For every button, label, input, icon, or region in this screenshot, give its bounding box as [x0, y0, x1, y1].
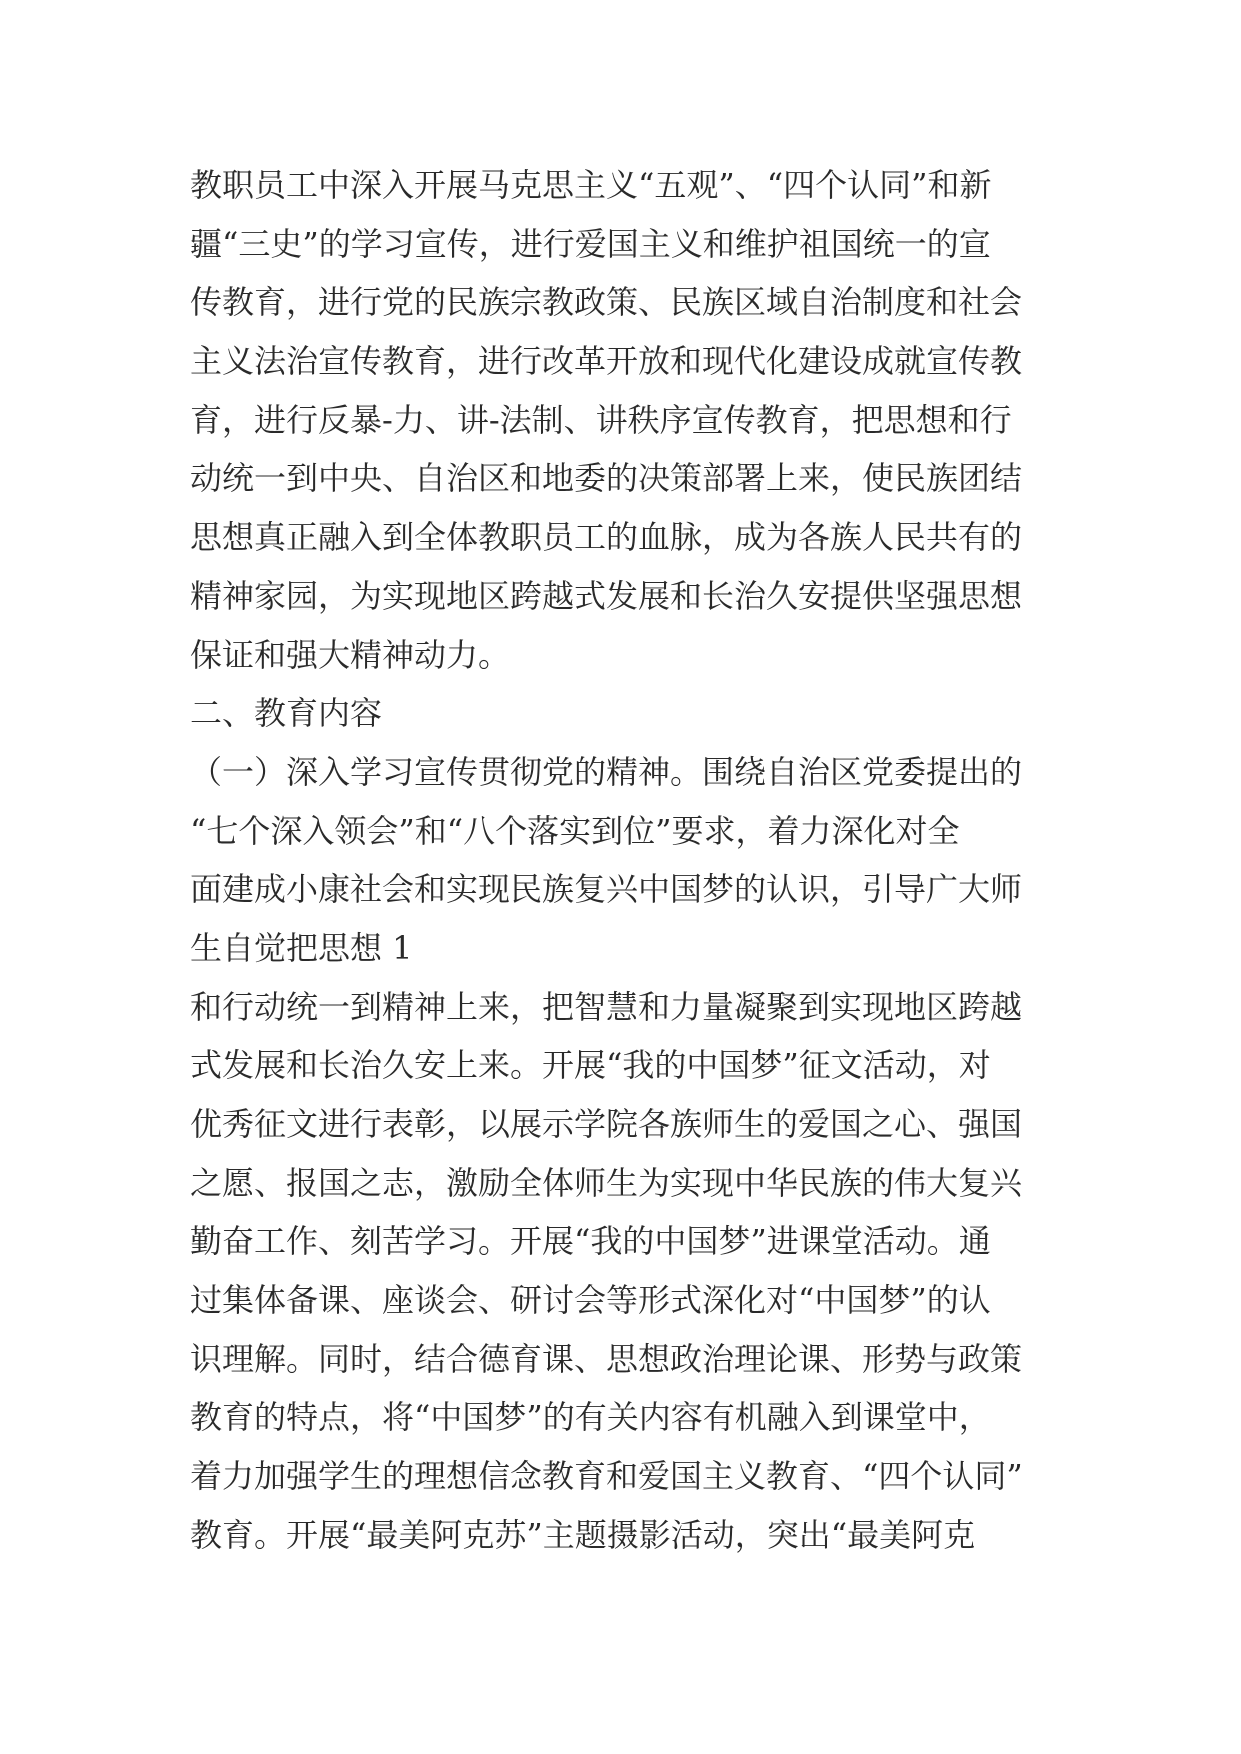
text-line: 动统一到中央、自治区和地委的决策部署上来，使民族团结	[190, 459, 1023, 498]
text-line: 思想真正融入到全体教职员工的血脉，成为各族人民共有的	[190, 518, 1023, 557]
text-line: 传教育，进行党的民族宗教政策、民族区域自治制度和社会	[190, 283, 1023, 322]
text-line: 着力加强学生的理想信念教育和爱国主义教育、“四个认同”	[190, 1457, 1023, 1496]
text-line: “七个深入领会”和“八个落实到位”要求，着力深化对全	[190, 811, 960, 850]
text-line-with-page-number: 生自觉把思想 1	[190, 928, 413, 967]
text-line: 之愿、报国之志，激励全体师生为实现中华民族的伟大复兴	[190, 1163, 1023, 1202]
text-line: 精神家园，为实现地区跨越式发展和长治久安提供坚强思想	[190, 576, 1023, 615]
text-line: 疆“三史”的学习宣传，进行爱国主义和维护祖国统一的宣	[190, 224, 991, 263]
text-line: 式发展和长治久安上来。开展“我的中国梦”征文活动，对	[190, 1046, 991, 1085]
text-line: （一）深入学习宣传贯彻党的精神。围绕自治区党委提出的	[190, 752, 1023, 791]
body-text	[190, 156, 1070, 1565]
text-line: 教职员工中深入开展马克思主义“五观”、“四个认同”和新	[190, 166, 992, 204]
text-line: 主义法治宣传教育，进行改革开放和现代化建设成就宣传教	[190, 342, 1023, 381]
section-heading: 二、教育内容	[190, 694, 383, 733]
text-line: 保证和强大精神动力。	[190, 635, 511, 674]
text-line: 教育的特点，将“中国梦”的有关内容有机融入到课堂中，	[190, 1398, 991, 1437]
text-line: 教育。开展“最美阿克苏”主题摄影活动，突出“最美阿克	[190, 1515, 976, 1554]
text-line: 识理解。同时，结合德育课、思想政治理论课、形势与政策	[190, 1339, 1023, 1378]
text-line: 过集体备课、座谈会、研讨会等形式深化对“中国梦”的认	[190, 1281, 991, 1320]
text-line: 和行动统一到精神上来，把智慧和力量凝聚到实现地区跨越	[190, 987, 1023, 1026]
text-line: 育，进行反暴-力、讲-法制、讲秩序宣传教育，把思想和行	[190, 400, 1012, 439]
text-line: 面建成小康社会和实现民族复兴中国梦的认识，引导广大师	[190, 870, 1023, 909]
text-line: 勤奋工作、刻苦学习。开展“我的中国梦”进课堂活动。通	[190, 1222, 991, 1261]
text-line: 优秀征文进行表彰，以展示学院各族师生的爱国之心、强国	[190, 1105, 1023, 1143]
